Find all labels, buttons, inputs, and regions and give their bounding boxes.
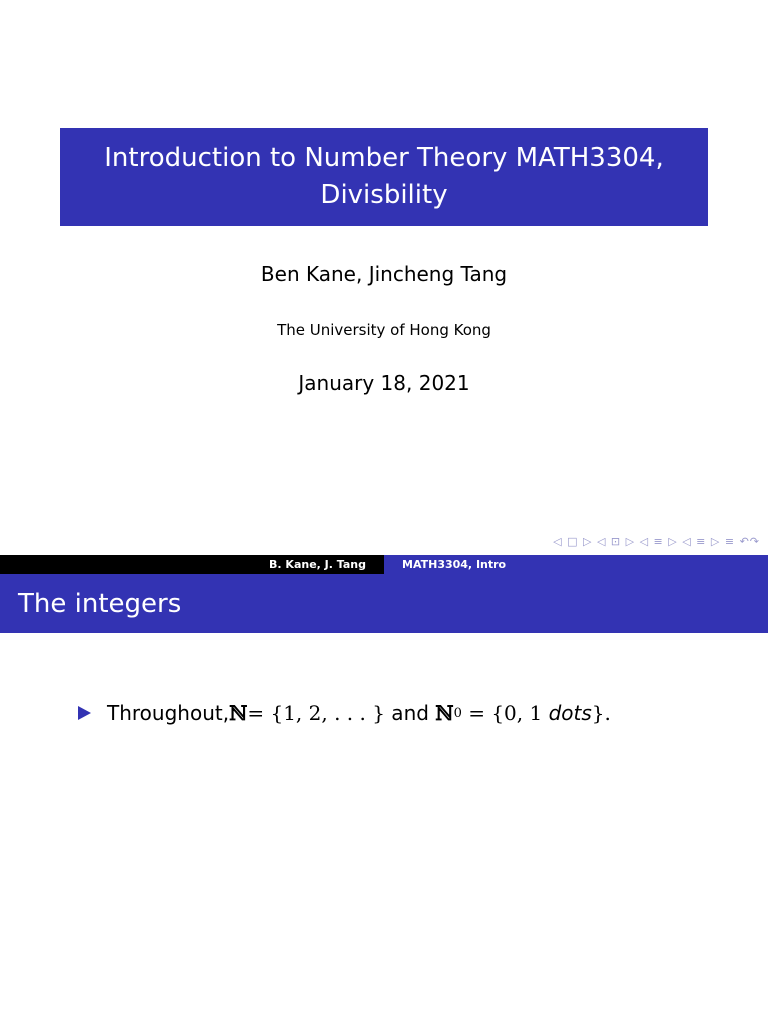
naturals0-set-start: = {0, 1 — [461, 701, 549, 725]
frame-title-text: The integers — [18, 588, 182, 619]
title-box — [60, 128, 708, 226]
and-word: and — [384, 701, 436, 725]
authors: Ben Kane, Jincheng Tang — [260, 262, 508, 286]
naturals-symbol: ℕ — [229, 701, 248, 725]
title-line-2: Divisbility — [320, 180, 448, 210]
bullet-triangle-icon — [78, 706, 91, 720]
footer-short-title — [384, 555, 768, 574]
frame-title — [0, 574, 768, 633]
institute: The University of Hong Kong — [277, 321, 491, 339]
footer-authors-text: B. Kane, J. Tang — [269, 558, 366, 571]
navigation-symbols[interactable]: ◁ □ ▷ ◁ ⊡ ▷ ◁ ≡ ▷ ◁ ≡ ▷ ≡ ↶↷ — [553, 535, 760, 548]
title-line-1: Introduction to Number Theory MATH3304, — [104, 143, 664, 173]
date: January 18, 2021 — [298, 371, 470, 395]
naturals0-symbol: ℕ — [435, 701, 454, 725]
footer-title-text: MATH3304, Intro — [402, 558, 507, 571]
footer-authors — [0, 555, 384, 574]
bullet-item — [78, 701, 611, 725]
footline — [0, 555, 768, 574]
bullet-lead: Throughout, — [107, 701, 230, 725]
naturals0-subscript: 0 — [453, 705, 462, 721]
naturals0-set-end: }. — [591, 701, 611, 725]
dots-word: dots — [548, 701, 592, 725]
naturals-set: = {1, 2, . . . } — [247, 701, 385, 725]
